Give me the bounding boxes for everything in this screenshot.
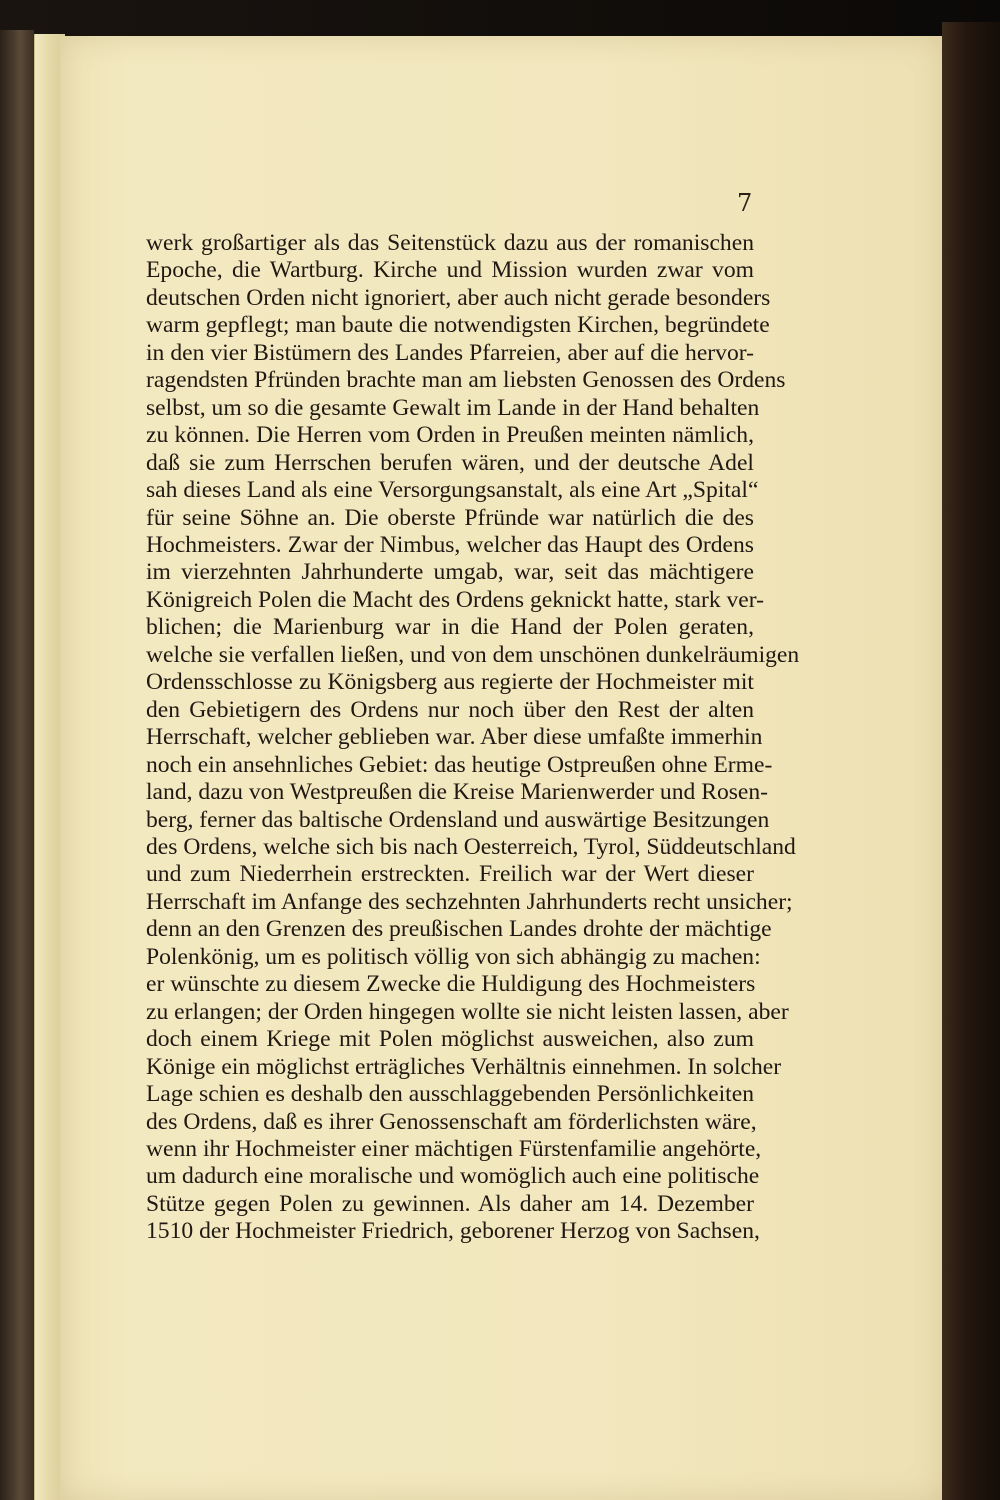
text-line: deutschen Orden nicht ignoriert, aber auch nicht gerade besonders: [146, 284, 771, 311]
text-line: 1510 der Hochmeister Friedrich, geborener Herzog von Sachsen,: [146, 1218, 760, 1245]
text-line: zu können. Die Herren vom Orden in Preußen meinten nämlich,: [146, 422, 754, 449]
text-line: daß sie zum Herrschen berufen wären, und der deutsche Adel: [146, 449, 754, 476]
text-line: blichen; die Marienburg war in die Hand der Polen geraten,: [146, 614, 754, 641]
text-line: doch einem Kriege mit Polen möglichst ausweichen, also zum: [146, 1026, 754, 1053]
text-line: denn an den Grenzen des preußischen Landes drohte der mächtige: [146, 916, 772, 943]
text-line: Herrschaft, welcher geblieben war. Aber diese umfaßte immerhin: [146, 724, 763, 751]
text-line: für seine Söhne an. Die oberste Pfründe war natürlich die des: [146, 504, 754, 531]
text-line: Ordensschlosse zu Königsberg aus regierte der Hochmeister mit: [146, 669, 754, 696]
text-line: zu erlangen; der Orden hingegen wollte sie nicht leisten lassen, aber: [146, 998, 789, 1025]
text-line: um dadurch eine moralische und womöglich auch eine politische: [146, 1163, 760, 1190]
book-cover-edge: [942, 22, 1000, 1500]
text-line: Epoche, die Wartburg. Kirche und Mission wurden zwar vom: [146, 257, 754, 284]
text-line: Stütze gegen Polen zu gewinnen. Als daher am 14. Dezember: [146, 1190, 754, 1217]
body-text: [146, 230, 800, 1246]
text-line: Hochmeisters. Zwar der Nimbus, welcher das Haupt des Ordens: [146, 531, 754, 558]
text-line: im vierzehnten Jahrhunderte umgab, war, seit das mächtigere: [146, 559, 754, 586]
text-line: Polenkönig, um es politisch völlig von sich abhängig zu machen:: [146, 943, 761, 970]
text-line: den Gebietigern des Ordens nur noch über den Rest der alten: [146, 696, 754, 723]
text-line: in den vier Bistümern des Landes Pfarreien, aber auf die hervor-: [146, 339, 754, 366]
text-line: welche sie verfallen ließen, und von dem unschönen dunkelräumigen: [146, 641, 800, 668]
text-line: des Ordens, daß es ihrer Genossenschaft am förderlichsten wäre,: [146, 1108, 757, 1135]
book-binding-edge: [0, 30, 34, 1500]
text-line: sah dieses Land als eine Versorgungsanstalt, als eine Art „Spital“: [146, 477, 759, 504]
text-line: Lage schien es deshalb den ausschlaggebenden Persönlichkeiten: [146, 1081, 754, 1108]
text-line: berg, ferner das baltische Ordensland und auswärtige Besitzungen: [146, 806, 770, 833]
text-line: Könige ein möglichst erträgliches Verhältnis einnehmen. In solcher: [146, 1053, 782, 1080]
text-line: selbst, um so die gesamte Gewalt im Lande in der Hand behalten: [146, 394, 760, 421]
text-line: des Ordens, welche sich bis nach Oesterreich, Tyrol, Süddeutschland: [146, 833, 796, 860]
text-line: und zum Niederrhein erstreckten. Freilich war der Wert dieser: [146, 861, 754, 888]
text-line: ragendsten Pfründen brachte man am liebsten Genossen des Ordens: [146, 367, 786, 394]
text-line: noch ein ansehnliches Gebiet: das heutige Ostpreußen ohne Erme-: [146, 751, 773, 778]
text-line: warm gepflegt; man baute die notwendigsten Kirchen, begründete: [146, 312, 770, 339]
text-line: wenn ihr Hochmeister einer mächtigen Fürstenfamilie angehörte,: [146, 1135, 762, 1162]
text-line: Königreich Polen die Macht des Ordens geknickt hatte, stark ver-: [146, 586, 765, 613]
text-line: werk großartiger als das Seitenstück dazu aus der romanischen: [146, 230, 754, 256]
page-number: 7: [737, 189, 753, 217]
text-line: land, dazu von Westpreußen die Kreise Marienwerder und Rosen-: [146, 779, 769, 806]
text-line: er wünschte zu diesem Zwecke die Huldigung des Hochmeisters: [146, 971, 756, 998]
text-line: Herrschaft im Anfange des sechzehnten Jahrhunderts recht unsicher;: [146, 888, 793, 915]
